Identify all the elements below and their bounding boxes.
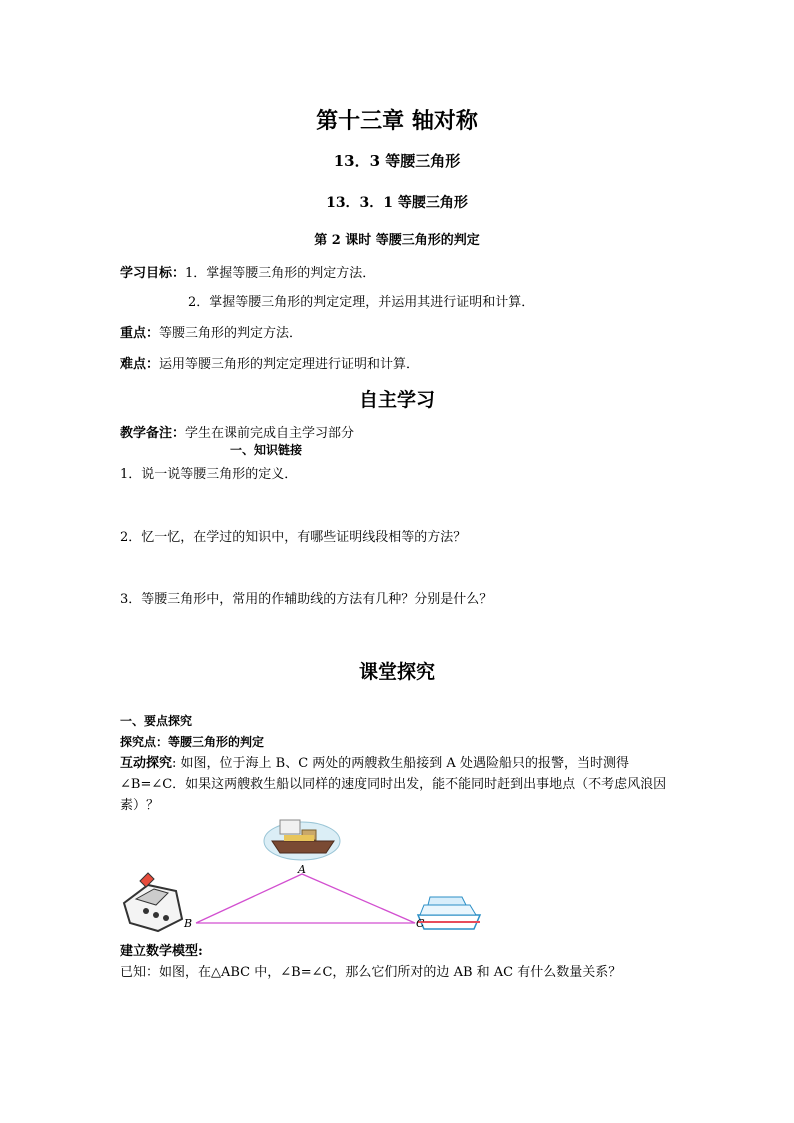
teaching-note-text: 学生在课前完成自主学习部分 (185, 426, 355, 441)
chapter-title: 第十三章 轴对称 (316, 108, 478, 134)
difficulty (120, 353, 419, 372)
goal-item-2: 2．掌握等腰三角形的判定定理，并运用其进行证明和计算． (188, 295, 535, 310)
question-3: 3．等腰三角形中，常用的作辅助线的方法有几种？分别是什么？ (120, 592, 493, 607)
rescue-boat-icon-left (124, 873, 182, 931)
goals-line-1 (120, 262, 375, 281)
section-title: 13．3 等腰三角形 (333, 152, 461, 170)
label-a: A (298, 863, 306, 876)
given-statement: 已知：如图，在△ABC 中，∠B=∠C，那么它们所对的边 AB 和 AC 有什么数量关系？ (120, 965, 622, 980)
subsection-title: 13．3．1 等腰三角形 (326, 195, 468, 211)
class-explore-title: 课堂探究 (358, 661, 435, 683)
question-1: 1．说一说等腰三角形的定义． (120, 467, 298, 482)
ship-triangle-figure (118, 815, 498, 940)
model-label: 建立数学模型: (120, 944, 203, 959)
interactive-label: 互动探究 (120, 756, 173, 771)
self-study-title: 自主学习 (358, 389, 435, 411)
knowledge-link-heading: 一、知识链接 (230, 443, 303, 457)
explore-point: 探究点：等腰三角形的判定 (120, 735, 265, 749)
key-explore-heading: 一、要点探究 (120, 714, 193, 728)
key-point (120, 322, 302, 341)
interactive-explore (120, 753, 680, 816)
lesson-title: 第 2 课时 等腰三角形的判定 (314, 233, 480, 248)
difficulty-text: 运用等腰三角形的判定定理进行证明和计算． (159, 357, 420, 372)
difficulty-label: 难点： (120, 357, 160, 372)
label-c: C (416, 917, 425, 930)
triangle-abc (196, 874, 415, 923)
question-2: 2．忆一忆，在学过的知识中，有哪些证明线段相等的方法？ (120, 530, 467, 545)
teaching-note-label: 教学备注： (120, 426, 186, 441)
goal-item-1: 1．掌握等腰三角形的判定方法． (185, 266, 376, 281)
interactive-text: : 如图，位于海上 B、C 两处的两艘救生船接到 A 处遇险船只的报警，当时测得∠B=∠C．如果这两艘救生船以同样的速度同时出发，能不能同时赶到出事地点（不考虑风浪因素）？ (120, 756, 667, 813)
key-point-label: 重点： (120, 326, 160, 341)
rescue-ship-icon-top (264, 820, 340, 860)
teaching-note (120, 422, 354, 441)
label-b: B (184, 917, 193, 930)
goals-label: 学习目标： (120, 266, 186, 281)
rescue-ship-icon-right (418, 897, 480, 929)
key-point-text: 等腰三角形的判定方法． (159, 326, 303, 341)
